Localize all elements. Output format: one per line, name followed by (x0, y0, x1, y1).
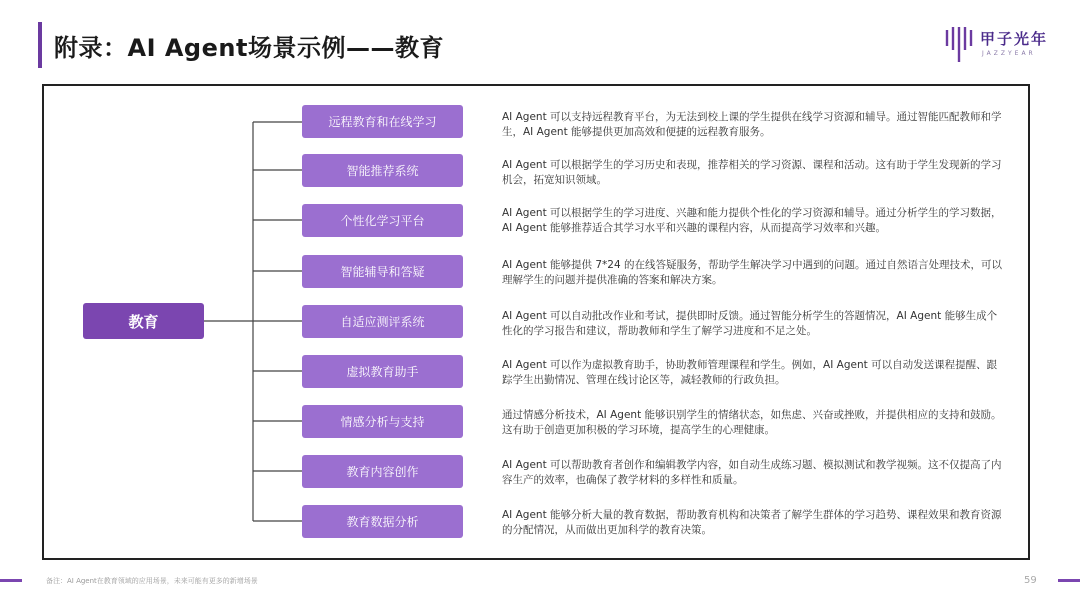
footer-accent-right (1058, 579, 1080, 582)
branch-description: AI Agent 可以根据学生的学习历史和表现，推荐相关的学习资源、课程和活动。这有助于学生发现新的学习机会，拓宽知识领域。 (502, 159, 1002, 186)
footer-accent-left (0, 579, 22, 582)
branch-description: AI Agent 可以自动批改作业和考试，提供即时反馈。通过智能分析学生的答题情况，AI Agent 能够生成个性化的学习报告和建议，帮助教师和学生了解学习进度和不足之处。 (502, 310, 998, 337)
branch-node: 智能推荐系统 (302, 154, 463, 187)
brand-subtitle: JAZZYEAR (982, 50, 1036, 57)
branch-node: 智能辅导和答疑 (302, 255, 463, 288)
branch-node: 情感分析与支持 (302, 405, 463, 438)
logo-mark-icon (944, 24, 974, 64)
branch-description: AI Agent 可以帮助教育者创作和编辑教学内容，如自动生成练习题、模拟测试和教学视频。这不仅提高了内容生产的效率，也确保了教学材料的多样性和质量。 (502, 459, 1002, 486)
branch-description: 通过情感分析技术，AI Agent 能够识别学生的情绪状态，如焦虑、兴奋或挫败，并提供相应的支持和鼓励。这有助于创造更加积极的学习环境，提高学生的心理健康。 (502, 409, 1002, 436)
page-title: 附录：AI Agent场景示例——教育 (54, 34, 444, 62)
branch-description: AI Agent 可以作为虚拟教育助手，协助教师管理课程和学生。例如，AI Agent 可以自动发送课程提醒、跟踪学生出勤情况、管理在线讨论区等，减轻教师的行政负担。 (502, 359, 998, 386)
branch-description: AI Agent 可以支持远程教育平台，为无法到校上课的学生提供在线学习资源和辅导。通过智能匹配教师和学生，AI Agent 能够提供更加高效和便捷的远程教育服务。 (502, 111, 1002, 138)
branch-node: 教育内容创作 (302, 455, 463, 488)
page-number: 59 (1024, 575, 1037, 586)
branch-description: AI Agent 能够提供 7*24 的在线答疑服务，帮助学生解决学习中遇到的问题。通过自然语言处理技术，可以理解学生的问题并提供准确的答案和解决方案。 (502, 259, 1002, 286)
title-accent-bar (38, 22, 42, 68)
branch-node: 虚拟教育助手 (302, 355, 463, 388)
branch-node: 远程教育和在线学习 (302, 105, 463, 138)
tree-root-node: 教育 (83, 303, 204, 339)
brand-name: 甲子光年 (980, 30, 1049, 48)
branch-description: AI Agent 能够分析大量的教育数据，帮助教育机构和决策者了解学生群体的学习趋势、课程效果和教育资源的分配情况，从而做出更加科学的教育决策。 (502, 509, 1002, 536)
footer-note: 备注：AI Agent在教育领域的应用场景，未来可能有更多的新增场景 (46, 577, 258, 585)
branch-node: 个性化学习平台 (302, 204, 463, 237)
branch-description: AI Agent 可以根据学生的学习进度、兴趣和能力提供个性化的学习资源和辅导。通过分析学生的学习数据，AI Agent 能够推荐适合其学习水平和兴趣的课程内容，从而提高学习效率和兴趣。 (502, 207, 1002, 234)
branch-node: 教育数据分析 (302, 505, 463, 538)
branch-node: 自适应测评系统 (302, 305, 463, 338)
brand-logo (944, 24, 1064, 68)
